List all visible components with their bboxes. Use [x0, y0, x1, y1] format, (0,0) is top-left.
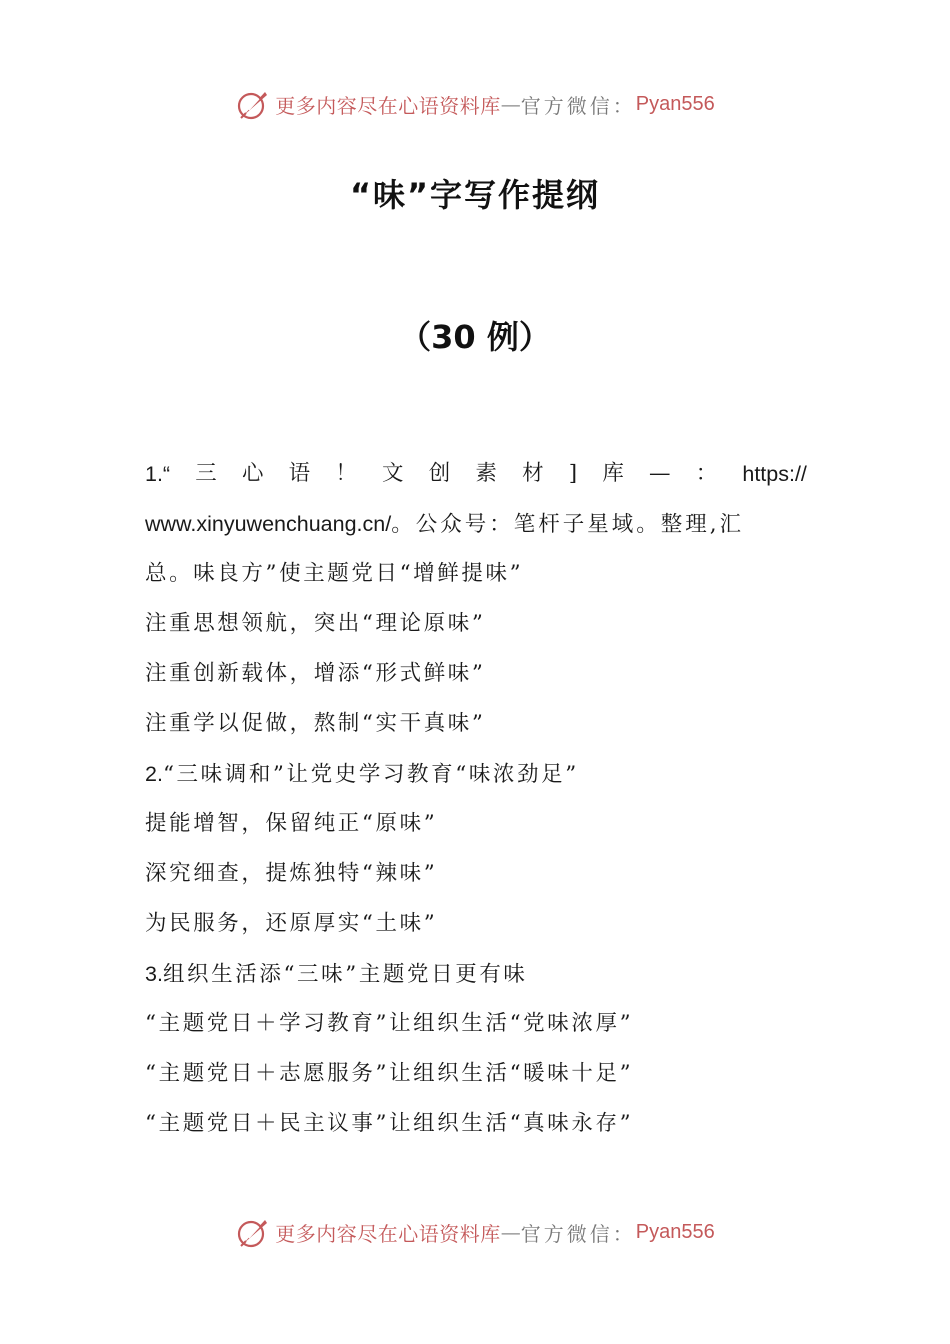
footer-site-name: 更多内容尽在心语资料库	[275, 1221, 501, 1246]
body-line: 注重思想领航，突出“理论原味”	[145, 611, 486, 636]
token: 文	[382, 461, 404, 486]
item-3-heading	[145, 949, 807, 999]
token: ：	[695, 461, 718, 486]
token: 素	[475, 461, 497, 486]
footer-wechat-label: 官方微信：	[520, 1221, 636, 1246]
token: 语	[288, 461, 311, 486]
body-line-1	[145, 449, 807, 499]
header-wechat-id: Pyan556	[635, 92, 715, 115]
quill-logo-icon	[235, 86, 271, 122]
document-body	[145, 449, 807, 1149]
body-line: “主题党日＋民主议事”让组织生活“真味永存”	[145, 1111, 634, 1136]
body-line: 提能增智，保留纯正“原味”	[145, 811, 438, 836]
url-fragment: https://	[742, 462, 807, 486]
token: —	[649, 461, 671, 486]
item-heading-text: 组织生活添“三味”主题党日更有味	[162, 962, 528, 987]
token: 三	[195, 461, 217, 486]
body-line: 注重创新载体，增添“形式鲜味”	[145, 661, 486, 686]
body-line: 深究细查，提炼独特“辣味”	[145, 861, 438, 886]
token: 库	[602, 461, 624, 486]
header-separator: —	[500, 92, 521, 116]
body-line-3: 总。味良方”使主题党日“增鲜提味”	[145, 561, 524, 586]
header-wechat-label: 官方微信：	[520, 93, 636, 118]
token: 心	[241, 461, 264, 486]
url-text: www.xinyuwenchuang.cn/	[145, 512, 392, 536]
body-line: “主题党日＋学习教育”让组织生活“党味浓厚”	[145, 1011, 634, 1036]
header-watermark	[0, 82, 950, 126]
body-line: 为民服务，还原厚实“土味”	[145, 911, 438, 936]
item-2-heading	[145, 749, 807, 799]
footer-watermark	[0, 1210, 950, 1254]
token: ！	[335, 461, 357, 486]
quill-logo-icon	[235, 1214, 271, 1250]
item-heading-text: “三味调和”让党史学习教育“味浓劲足”	[162, 762, 579, 787]
document-title: “味”字写作提纲	[349, 176, 601, 214]
header-site-name: 更多内容尽在心语资料库	[275, 93, 501, 118]
document-subtitle: （30 例）	[399, 318, 551, 356]
token: 材	[522, 461, 544, 486]
footer-separator: —	[500, 1220, 521, 1244]
token: 创	[428, 461, 451, 486]
item-number: 2.	[145, 762, 163, 786]
body-line: 注重学以促做，熬制“实干真味”	[145, 711, 486, 736]
footer-wechat-id: Pyan556	[635, 1220, 715, 1243]
item-number: 3.	[145, 962, 163, 986]
token: 1.“	[145, 462, 171, 486]
body-line: “主题党日＋志愿服务”让组织生活“暖味十足”	[145, 1061, 634, 1086]
body-line-2	[145, 499, 807, 549]
token: ]	[568, 461, 578, 486]
body-text: 。公众号：笔杆子星域。整理,汇	[391, 512, 745, 537]
